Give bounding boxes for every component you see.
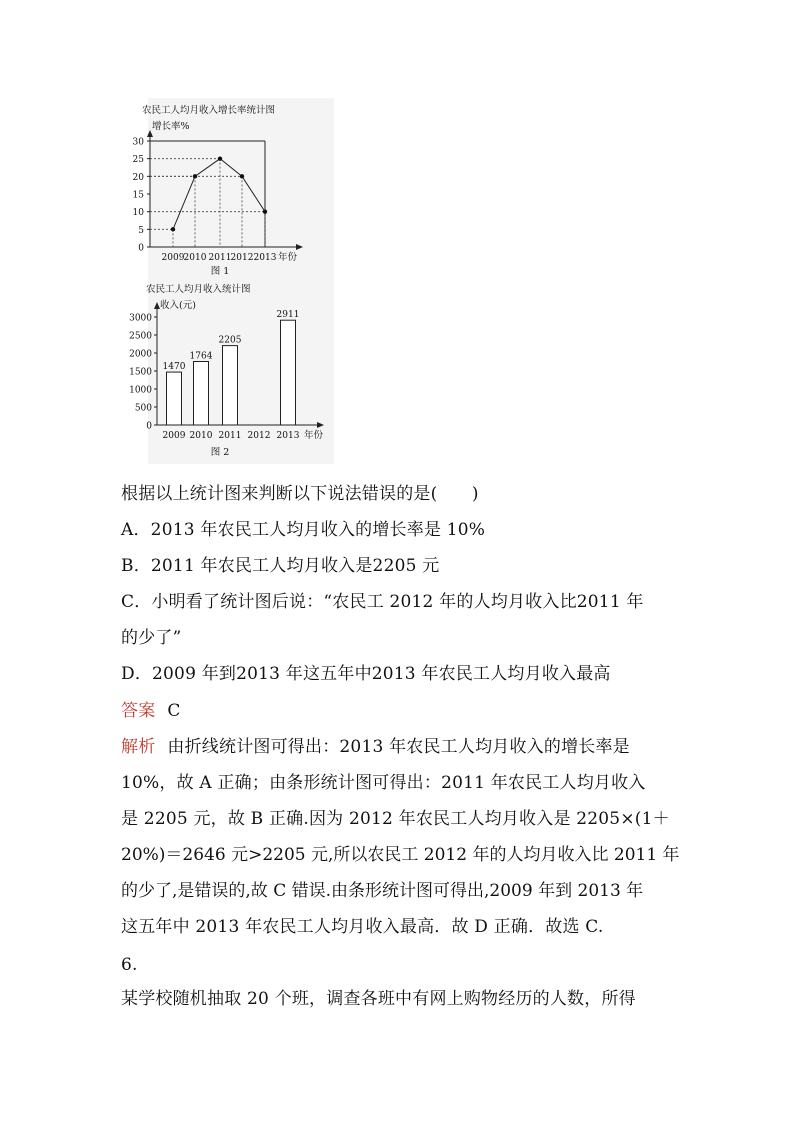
y-tick-label: 2500 [129,331,152,342]
answer-label: 答案 [121,701,156,721]
bar-chart [129,283,324,458]
analysis-text-1: 由折线统计图可得出：2013 年农民工人均月收入的增长率是 [167,737,630,757]
bar [281,320,296,425]
y-tick-label: 30 [132,137,144,148]
bar [223,346,238,425]
y-axis-label: 增长率% [152,121,190,132]
analysis-label: 解析 [121,737,156,757]
x-tick-label: 2009 [161,253,185,263]
y-tick-label: 10 [132,208,144,219]
analysis-row-3: 是 2205 元，故 B 正确.因为 2012 年农民工人均月收入是 2205×(1＋ [121,809,670,829]
data-point [193,174,197,178]
analysis-row-2: 10%，故 A 正确；由条形统计图可得出：2011 年农民工人均月收入 [121,773,646,793]
bar [194,361,209,425]
figure-caption: 图 2 [210,447,230,458]
data-point [240,174,244,178]
x-axis-arrow [296,244,303,250]
x-tick-label: 2009 [162,431,186,441]
x-tick-label: 2010 [183,253,207,263]
y-axis-label: 收入(元) [160,300,196,311]
answer-row [121,701,181,721]
x-tick-label: 2013 [276,431,300,441]
option-c: C．小明看了统计图后说：“农民工 2012 年的人均月收入比2011 年 [121,592,644,612]
chart-figure [129,98,334,464]
y-tick-label: 500 [134,403,152,414]
y-tick-label: 15 [132,190,144,201]
y-tick-label: 1000 [129,385,152,396]
data-point [218,156,222,160]
x-tick-label: 2010 [189,431,213,441]
option-d: D．2009 年到2013 年这五年中2013 年农民工人均月收入最高 [121,664,611,684]
y-tick-label: 2000 [129,349,152,360]
series-line [173,159,265,230]
x-tick-label: 2013 [253,253,277,263]
analysis-row-1 [121,737,630,757]
x-axis-arrow [317,422,324,428]
y-tick-label: 5 [138,225,144,236]
x-tick-label: 2011 [208,253,232,263]
data-label: 1764 [189,351,213,362]
charts-svg [129,98,334,464]
y-tick-label: 3000 [129,313,152,324]
x-tick-label: 2012 [230,253,254,263]
analysis-row-6: 这五年中 2013 年农民工人均月收入最高．故 D 正确．故选 C. [121,917,604,937]
answer-value: C [167,701,181,721]
x-axis-label: 年份 [304,430,324,441]
x-tick-label: 2011 [218,431,242,441]
option-b: B．2011 年农民工人均月收入是2205 元 [121,556,440,576]
bar [167,372,182,425]
chart-title: 农民工人均月收入统计图 [146,284,251,295]
x-axis-label: 年份 [278,252,298,263]
option-a: A．2013 年农民工人均月收入的增长率是 10% [121,520,486,540]
x-tick-label: 2012 [247,431,271,441]
y-tick-label: 1500 [129,367,152,378]
y-tick-label: 20 [132,172,144,183]
data-point [171,227,175,231]
question-stem: 根据以上统计图来判断以下说法错误的是( ) [121,484,479,504]
option-c-continued: 的少了” [121,628,182,648]
analysis-row-5: 的少了,是错误的,故 C 错误.由条形统计图可得出,2009 年到 2013 年 [121,881,644,901]
line-chart [133,104,303,277]
next-question-text: 某学校随机抽取 20 个班，调查各班中有网上购物经历的人数，所得 [121,989,636,1009]
data-point [263,209,267,213]
y-tick-label: 0 [146,421,152,432]
figure-caption: 图 1 [210,266,230,277]
chart-title: 农民工人均月收入增长率统计图 [142,105,276,116]
y-tick-label: 25 [132,155,144,166]
analysis-row-4: 20%)＝2646 元>2205 元,所以农民工 2012 年的人均月收入比 2011 年 [121,845,680,865]
y-tick-label: 0 [138,243,144,254]
question-number: 6. [121,955,138,975]
data-label: 1470 [162,362,186,373]
data-label: 2205 [218,335,242,346]
data-label: 2911 [276,310,300,321]
